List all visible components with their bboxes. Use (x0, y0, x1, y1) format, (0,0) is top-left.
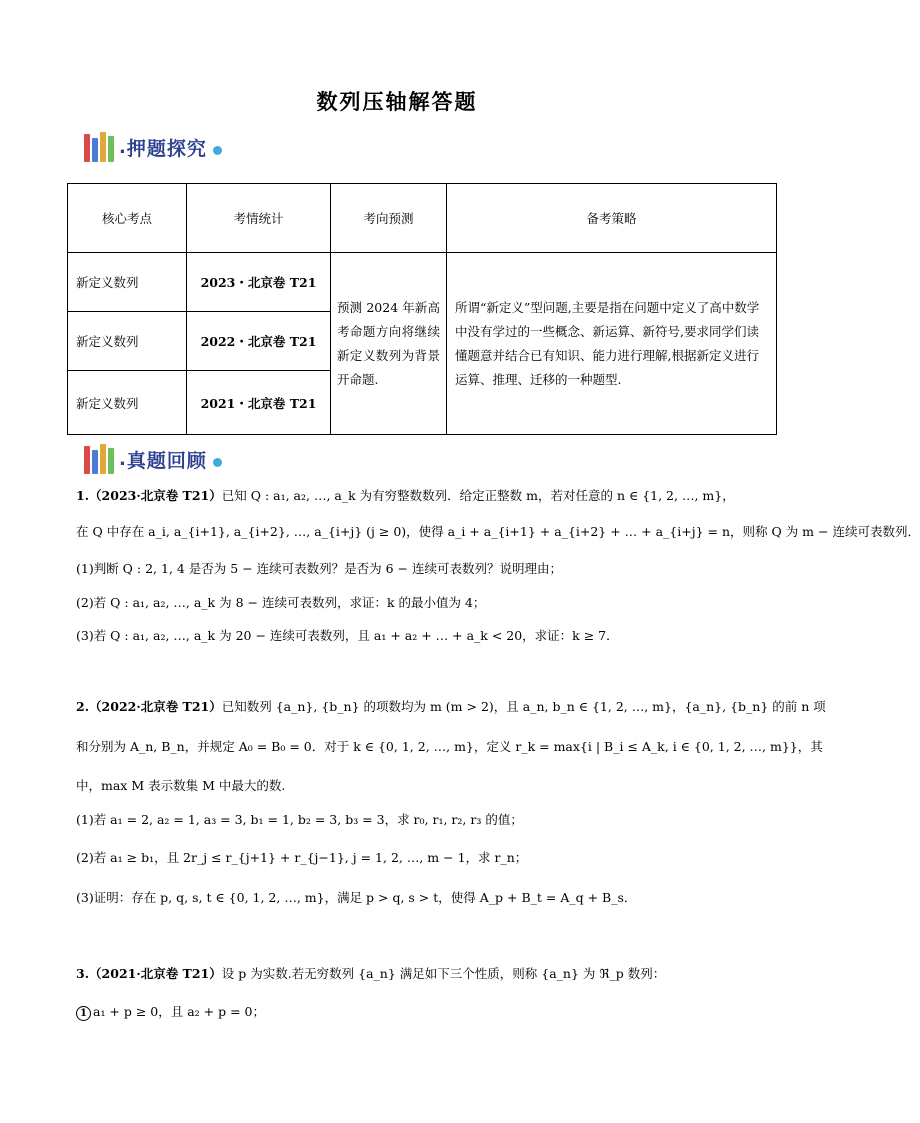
section-header-explore: . 押题探究 (84, 130, 222, 164)
dot-icon (213, 458, 222, 467)
topic-cell: 新定义数列 (68, 253, 187, 312)
section-header-review: . 真题回顾 (84, 442, 222, 476)
q2-line3: 中，max M 表示数集 M 中最大的数. (76, 778, 286, 793)
books-icon (84, 444, 116, 474)
exam-table (67, 183, 777, 435)
q2-line1: 2.（2022·北京卷 T21）已知数列 {a_n}, {b_n} 的项数均为 m (m > 2)，且 a_n, b_n ∈ {1, 2, …, m}，{a_n}, {b_n} 的前 n 项 (76, 699, 826, 714)
prediction-cell: 预测 2024 年新高考命题方向将继续新定义数列为背景开命题. (331, 253, 447, 435)
page-title: 数列压轴解答题 (316, 90, 478, 114)
circled-number-icon: 1 (76, 1006, 91, 1021)
table-header: 核心考点 (68, 184, 187, 253)
q2-line2: 和分别为 A_n, B_n，并规定 A₀ = B₀ = 0．对于 k ∈ {0, 1, 2, …, m}，定义 r_k = max{i | B_i ≤ A_k, i ∈ {0, 1, 2, …, m}}，其 (76, 739, 823, 754)
stat-cell: 2021・北京卷 T21 (187, 371, 331, 435)
q2-part1: (1)若 a₁ = 2, a₂ = 1, a₃ = 3, b₁ = 1, b₂ = 3, b₃ = 3，求 r₀, r₁, r₂, r₃ 的值； (76, 812, 523, 827)
section-title-explore: 押题探究 (126, 137, 207, 160)
q1-part1: (1)判断 Q : 2, 1, 4 是否为 5 − 连续可表数列？是否为 6 − 连续可表数列？说明理由； (76, 561, 563, 576)
table-row (68, 253, 777, 312)
table-header: 考情统计 (187, 184, 331, 253)
strategy-cell: 所谓“新定义”型问题,主要是指在问题中定义了高中数学中没有学过的一些概念、新运算、新符号,要求同学们读懂题意并结合已有知识、能力进行理解,根据新定义进行运算、推理、迁移的一种题型. (447, 253, 777, 435)
q2-part3: (3)证明：存在 p, q, s, t ∈ {0, 1, 2, …, m}，满足 p > q, s > t，使得 A_p + B_t = A_q + B_s． (76, 890, 637, 905)
q3-line1: 3.（2021·北京卷 T21）设 p 为实数.若无穷数列 {a_n} 满足如下三个性质，则称 {a_n} 为 ℜ_p 数列： (76, 966, 666, 981)
q3-label: 3.（2021·北京卷 T21） (76, 966, 222, 981)
table-header: 备考策略 (447, 184, 777, 253)
q1-line1: 1.（2023·北京卷 T21）已知 Q : a₁, a₂, …, a_k 为有穷整数数列．给定正整数 m，若对任意的 n ∈ {1, 2, …, m}， (76, 488, 735, 503)
table-header-row (68, 184, 777, 253)
stat-cell: 2023・北京卷 T21 (187, 253, 331, 312)
q1-label: 1.（2023·北京卷 T21） (76, 488, 222, 503)
stat-cell: 2022・北京卷 T21 (187, 312, 331, 371)
topic-cell: 新定义数列 (68, 371, 187, 435)
q2-part2: (2)若 a₁ ≥ b₁，且 2r_j ≤ r_{j+1} + r_{j−1}, j = 1, 2, …, m − 1，求 r_n； (76, 850, 528, 865)
q2-label: 2.（2022·北京卷 T21） (76, 699, 222, 714)
q1-line2: 在 Q 中存在 a_i, a_{i+1}, a_{i+2}, …, a_{i+j} (j ≥ 0)，使得 a_i + a_{i+1} + a_{i+2} + … + a_{i+j} = n，则称 Q 为 m − 连续可表数列． (76, 524, 920, 539)
q1-part2: (2)若 Q : a₁, a₂, …, a_k 为 8 − 连续可表数列，求证：k 的最小值为 4； (76, 595, 486, 610)
section-title-review: 真题回顾 (126, 449, 207, 472)
books-icon (84, 132, 116, 162)
dot-icon (213, 146, 222, 155)
table-header: 考向预测 (331, 184, 447, 253)
topic-cell: 新定义数列 (68, 312, 187, 371)
q1-part3: (3)若 Q : a₁, a₂, …, a_k 为 20 − 连续可表数列，且 a₁ + a₂ + … + a_k < 20，求证：k ≥ 7． (76, 628, 619, 643)
q3-condition1: 1 a₁ + p ≥ 0，且 a₂ + p = 0； (76, 1003, 736, 1021)
